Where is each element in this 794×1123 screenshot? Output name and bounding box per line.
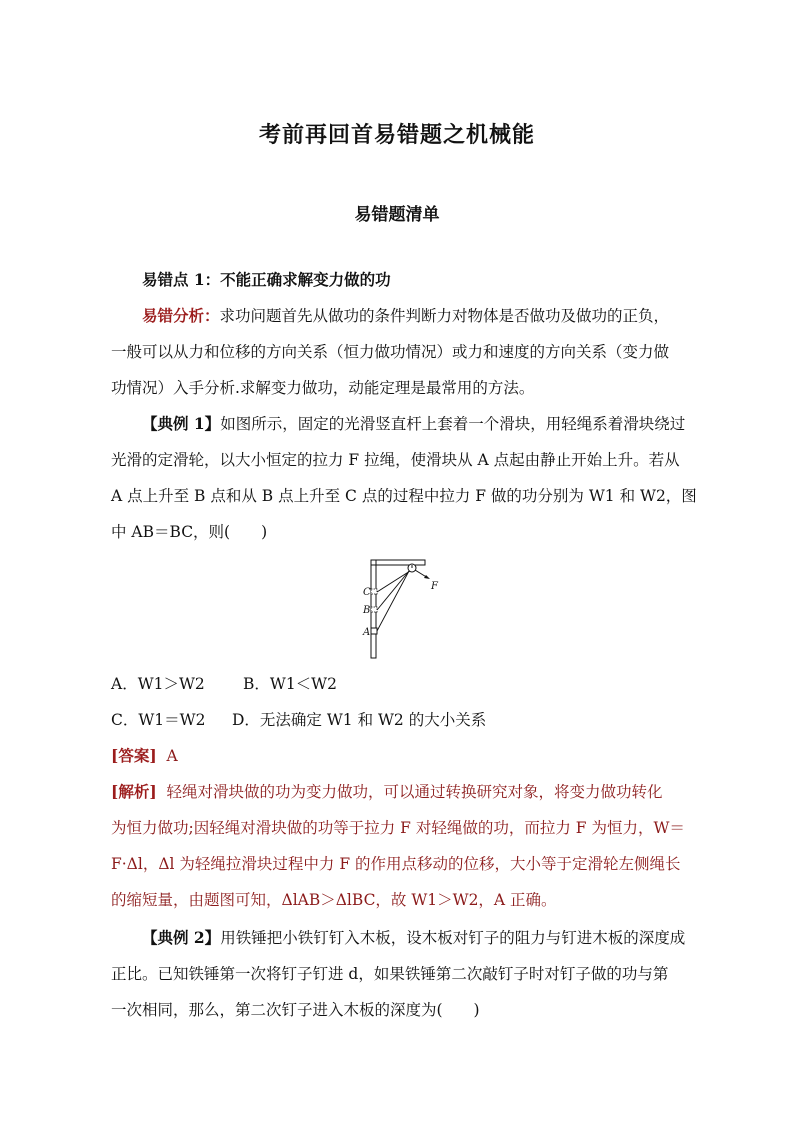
slider-a	[371, 628, 377, 634]
label-b: B	[363, 605, 371, 616]
analysis-text: 功情况）入手分析.求解变力做功，动能定理是最常用的方法。	[111, 379, 535, 397]
analysis-text: 求功问题首先从做功的条件判断力对物体是否做功及做功的正负，	[219, 307, 670, 325]
example-1-options	[111, 666, 691, 738]
example-2-question: 【典例 2】用铁锤把小铁钉钉入木板，设木板对钉子的阻力与钉进木板的深度成 正比。已知铁锤第一次将钉子钉进 d，如果铁锤第二次敲钉子时对钉子做的功与第 一次相同，那么，第二次钉子进入木板的深度为( )	[111, 928, 686, 1019]
example-1-question: 【典例 1】如图所示，固定的光滑竖直杆上套着一个滑块，用轻绳系着滑块绕过 光滑的定滑轮，以大小恒定的拉力 F 拉绳，使滑块从 A 点起由静止开始上升。若从 A 点上升至 B 点和从 B 点上升至 C 点的过程中拉力 F 做的功分别为 W1 和 W2，图 中 AB＝BC，则( )	[111, 414, 697, 541]
slider-c	[371, 589, 377, 594]
label-a: A	[363, 627, 371, 638]
solution-label: [解析]	[111, 782, 157, 801]
analysis-label: 易错分析：	[142, 306, 220, 325]
option-b: B．W1＜W2	[243, 675, 337, 693]
section-subtitle: 易错题清单	[354, 205, 440, 225]
example-1-answer	[111, 738, 691, 774]
error-analysis-paragraph	[111, 298, 691, 406]
example-1-label: 【典例 1】	[142, 414, 221, 433]
rope-a	[377, 571, 409, 631]
analysis-text: 一般可以从力和位移的方向关系（恒力做功情况）或力和速度的方向关系（变力做	[111, 343, 670, 361]
option-d: D．无法确定 W1 和 W2 的大小关系	[232, 711, 487, 729]
top-support	[371, 560, 425, 565]
slider-b	[371, 607, 377, 612]
rope-c	[377, 571, 410, 592]
error-point-heading: 易错点 1：不能正确求解变力做的功	[142, 270, 391, 289]
label-c: C	[363, 587, 371, 598]
label-f: F	[431, 581, 438, 592]
option-c: C．W1＝W2	[111, 711, 206, 729]
document-title: 考前再回首易错题之机械能	[258, 122, 535, 148]
example-1-solution: [解析] 轻绳对滑块做的功为变力做功，可以通过转换研究对象，将变力做功转化 为恒力做功;因轻绳对滑块做的功等于拉力 F 对轻绳做的功，而拉力 F 为恒力，W＝ F·Δl，Δl 为轻绳拉滑块过程中力 F 的作用点移动的位移，大小等于定滑轮左侧绳长 的缩短量，由题图可知，ΔlAB＞ΔlBC，故 W1＞W2，A 正确。	[111, 782, 685, 909]
pulley-diagram	[355, 556, 445, 660]
rope-b	[377, 571, 409, 610]
option-a: A．W1＞W2	[111, 675, 205, 693]
example-2-label: 【典例 2】	[142, 928, 221, 947]
answer-value: A	[166, 747, 178, 765]
answer-label: [答案]	[111, 746, 157, 765]
